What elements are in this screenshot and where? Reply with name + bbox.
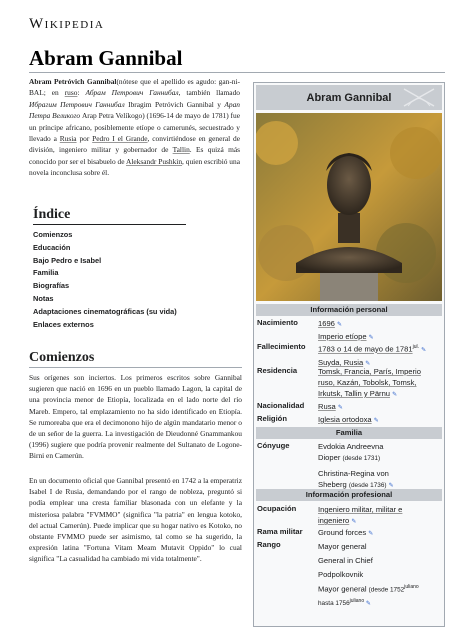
row-religion: Religión Iglesia ortodoxa ✎ (257, 414, 379, 424)
edit-pencil-icon[interactable]: ✎ (337, 322, 343, 328)
wikipedia-logo[interactable]: Wikipedia (29, 16, 105, 32)
header-decoration-icon (402, 87, 436, 108)
paragraph-origins: Sus orígenes son inciertos. Los primeros escritos sobre Gannibal sugieren que nació en 1696 en un pueblo llamado Lagon, la capital de una provincia menor de Etiopía, localizada en el lado norte del río Mareb. Empero, tal emplazamiento no ha sido identificado en Etiopía. Se rumoreaba que era el decimonono hijo de algún mandatario menor o de un señor de la guerra. La investigación de Dieudonné Gnammankou (1996) sugiere que podría provenir realmente del Sultanato de Logone-Birni en Camerún. (29, 373, 242, 461)
residence-link[interactable]: Tomsk, Francia, París, Imperio (318, 367, 421, 376)
birth-place-link[interactable]: Imperio etíope (318, 332, 367, 341)
section-header-personal: Información personal (256, 304, 442, 316)
row-residencia: Residencia Tomsk, Francia, París, Imperio ruso, Kazán, Tobolsk, Tomsk, Irkutsk, Tallin y Pärnu ✎ (256, 366, 442, 401)
row-conyuge: Cónyuge Evdokia Andreevna Dioper (desde 1731) Christina-Regina von Sheberg (desde 1736) ✎ (257, 441, 394, 489)
birth-year-link[interactable]: 1696 (318, 319, 335, 328)
edit-pencil-icon[interactable]: ✎ (337, 405, 343, 411)
religion-link[interactable]: Iglesia ortodoxa (318, 415, 372, 424)
infobox (253, 82, 445, 627)
portrait-photo[interactable] (256, 113, 442, 301)
edit-pencil-icon[interactable]: ✎ (365, 600, 371, 607)
row-nacimiento: Nacimiento 1696 ✎ Imperio etíope ✎ (257, 318, 374, 341)
toc-item-familia[interactable]: Familia (33, 268, 59, 278)
link-tallin[interactable]: Tallin (172, 145, 190, 155)
section-title-comienzos: Comienzos (29, 350, 95, 365)
row-rango: Rango Mayor general General in Chief Podpolkovnik Mayor general (desde $1752^{juliano}$ hasta $1756^{juliano}$ ✎ (257, 540, 419, 607)
link-pushkin[interactable]: Aleksandr Pushkin (125, 156, 183, 166)
occupation-link[interactable]: Ingeniero militar, militar e (318, 505, 403, 514)
toc-item-bajo-pedro[interactable]: Bajo Pedro e Isabel (33, 255, 102, 265)
infobox-header (256, 85, 442, 110)
toc-item-biografias[interactable]: Biografías (33, 281, 70, 291)
residence-link[interactable]: Irkutsk, Tallin y Pärnu (318, 389, 391, 398)
row-ocupacion: Ocupación Ingeniero militar, militar e ingeniero ✎ (256, 504, 442, 528)
occupation-link[interactable]: ingeniero (318, 516, 350, 525)
edit-pencil-icon[interactable]: ✎ (368, 335, 374, 341)
edit-pencil-icon[interactable]: ✎ (388, 483, 394, 489)
section-divider (29, 367, 242, 368)
paragraph-document: En un documento oficial que Gannibal presentó en 1742 a la emperatriz Isabel I de Rusia, demandando por el rango de nobleza, preguntó si podía emplear una cresta familiar blasonada con un elefante y la misteriosa palabra "FVMMO" (significa "la patria" en lengua kotoko, del actual Camerún). Puede implicar que su hogar nativo es Kotoko, no obstante FVMMO puede ser asimismo, tal como se ha sugerido, la expresión latina "Fortuna Vitam Meam Mutavit Oppido" lo cual significa "La casualidad ha cambiado mi vida totalmente". (29, 476, 242, 564)
row-rama-militar: Rama militar Ground forces ✎ (257, 527, 374, 537)
toc-item-adaptaciones[interactable]: Adaptaciones cinematográficas (su vida) (33, 306, 177, 316)
toc-item-educacion[interactable]: Educación (33, 242, 71, 252)
residence-link[interactable]: ruso, Kazán, Tobolsk, Tomsk, (318, 378, 417, 387)
edit-pencil-icon[interactable]: ✎ (373, 418, 379, 424)
lead-paragraph: Abram Petróvich Gannibal(nótese que el apellido es agudo: gan-ni-BAL; en ruso: Абрам Петрович Ганнибал, también llamado Ибрагим Петрович Ганнибал Ibragim Petróvich Gannibal y Арап Петра Великого Arap Petra Velíkogo) (1696-14 de mayo de 1781) fue un príncipe africano, posiblemente etíope o camerunés, secuestrado y llevado a Rusia por Pedro I el Grande, convirtiéndose en general de división, ingeniero militar y gobernador de Tallin. Es quizá más conocido por ser el bisabuelo de Aleksandr Pushkin, quien escribió una novela inconclusa sobre él. (29, 77, 240, 178)
edit-pencil-icon[interactable]: ✎ (365, 360, 371, 367)
edit-pencil-icon[interactable]: ✎ (351, 519, 357, 525)
toc-divider (33, 224, 186, 225)
section-header-familia: Familia (256, 427, 442, 439)
title-divider (29, 72, 445, 73)
link-ruso[interactable]: ruso (64, 88, 78, 98)
section-header-profesional: Información profesional (256, 489, 442, 501)
death-date-link[interactable]: 1783 o 14 de mayo de 1781 (318, 344, 413, 354)
toc-title: Índice (33, 207, 71, 222)
edit-pencil-icon[interactable]: ✎ (392, 392, 398, 398)
link-pedro[interactable]: Pedro I el Grande (92, 134, 148, 144)
row-fallecimiento: Fallecimiento 1783 o 14 de mayo de $1781^{jul.}$ ✎ Suyda, Rusia ✎ (257, 342, 427, 367)
toc-item-enlaces[interactable]: Enlaces externos (33, 319, 94, 329)
subject-name: Abram Petróvich Gannibal (29, 77, 117, 86)
nationality-link[interactable]: Rusa (318, 402, 336, 411)
toc-item-comienzos[interactable]: Comienzos (33, 230, 73, 239)
link-rusia[interactable]: Rusia (59, 134, 77, 144)
row-nacionalidad: Nacionalidad Rusa ✎ (257, 401, 343, 411)
edit-pencil-icon[interactable]: ✎ (368, 531, 374, 537)
page-title: Abram Gannibal (29, 46, 183, 70)
edit-pencil-icon[interactable]: ✎ (421, 347, 427, 354)
toc-item-notas[interactable]: Notas (33, 293, 54, 303)
infobox-title: Abram Gannibal (306, 91, 392, 104)
table-of-contents (33, 229, 177, 331)
death-place-link[interactable]: Suyda, Rusia (318, 357, 364, 367)
